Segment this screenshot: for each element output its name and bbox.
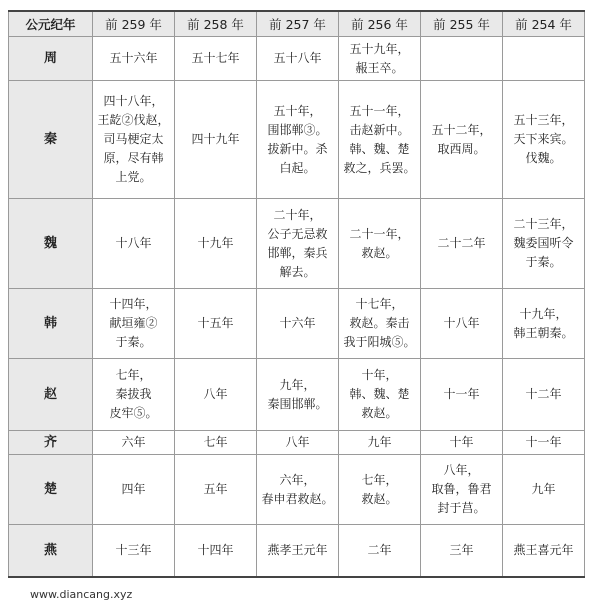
table-cell: 九年 <box>503 455 585 525</box>
table-cell: 四十九年 <box>175 81 257 199</box>
table-cell <box>421 37 503 81</box>
table-cell: 燕王喜元年 <box>503 525 585 577</box>
table-row <box>9 289 585 359</box>
table-cell: 二十一年， 救赵。 <box>339 199 421 289</box>
state-label: 齐 <box>9 431 93 455</box>
table-cell: 七年， 秦拔我 皮牢⑤。 <box>93 359 175 431</box>
table-cell: 二年 <box>339 525 421 577</box>
table-cell: 十七年， 救赵。秦击 我于阳城⑤。 <box>339 289 421 359</box>
state-label: 秦 <box>9 81 93 199</box>
table-cell: 十三年 <box>93 525 175 577</box>
table-cell: 十一年 <box>421 359 503 431</box>
table-row <box>9 37 585 81</box>
watermark-text: www.diancang.xyz <box>30 588 133 601</box>
state-label: 韩 <box>9 289 93 359</box>
state-label: 周 <box>9 37 93 81</box>
year-header: 前 254 年 <box>503 11 585 37</box>
header-corner: 公元纪年 <box>9 11 93 37</box>
year-header: 前 259 年 <box>93 11 175 37</box>
table-cell: 六年 <box>93 431 175 455</box>
table-cell: 十六年 <box>257 289 339 359</box>
table-cell: 五十八年 <box>257 37 339 81</box>
table-cell: 十八年 <box>421 289 503 359</box>
table-cell: 五十二年， 取西周。 <box>421 81 503 199</box>
year-header: 前 255 年 <box>421 11 503 37</box>
table-cell: 七年， 救赵。 <box>339 455 421 525</box>
table-cell: 二十二年 <box>421 199 503 289</box>
table-row <box>9 455 585 525</box>
table-cell: 五十六年 <box>93 37 175 81</box>
table-cell: 四十八年， 王龁②伐赵， 司马梗定太 原，尽有韩 上党。 <box>93 81 175 199</box>
table-header <box>9 11 585 37</box>
table-cell: 燕孝王元年 <box>257 525 339 577</box>
table-cell <box>503 37 585 81</box>
table-row <box>9 359 585 431</box>
table-cell: 二十三年， 魏委国听令 于秦。 <box>503 199 585 289</box>
table-cell: 八年 <box>257 431 339 455</box>
year-header: 前 257 年 <box>257 11 339 37</box>
table-cell: 十一年 <box>503 431 585 455</box>
table-row <box>9 81 585 199</box>
table-cell: 五十七年 <box>175 37 257 81</box>
table-cell: 九年 <box>339 431 421 455</box>
table-cell: 六年， 春申君救赵。 <box>257 455 339 525</box>
table-row <box>9 431 585 455</box>
table-cell: 十八年 <box>93 199 175 289</box>
state-label: 楚 <box>9 455 93 525</box>
table-cell: 十九年 <box>175 199 257 289</box>
year-header: 前 256 年 <box>339 11 421 37</box>
table-cell: 八年 <box>175 359 257 431</box>
table-cell: 十年， 韩、魏、楚 救赵。 <box>339 359 421 431</box>
table-row <box>9 525 585 577</box>
table-cell: 八年， 取鲁，鲁君 封于莒。 <box>421 455 503 525</box>
table-cell: 十九年， 韩王朝秦。 <box>503 289 585 359</box>
table-cell: 三年 <box>421 525 503 577</box>
table-cell: 七年 <box>175 431 257 455</box>
table-row <box>9 199 585 289</box>
header-row <box>9 11 585 37</box>
chronology-table <box>8 10 585 578</box>
table-cell: 五年 <box>175 455 257 525</box>
table-cell: 五十九年， 赧王卒。 <box>339 37 421 81</box>
year-header: 前 258 年 <box>175 11 257 37</box>
table-cell: 五十一年， 击赵新中。 韩、魏、楚 救之，兵罢。 <box>339 81 421 199</box>
table-cell: 九年， 秦围邯郸。 <box>257 359 339 431</box>
table-cell: 十二年 <box>503 359 585 431</box>
table-cell: 十年 <box>421 431 503 455</box>
table-cell: 十四年 <box>175 525 257 577</box>
table-cell: 二十年， 公子无忌救 邯郸，秦兵 解去。 <box>257 199 339 289</box>
state-label: 赵 <box>9 359 93 431</box>
state-label: 魏 <box>9 199 93 289</box>
state-label: 燕 <box>9 525 93 577</box>
table-cell: 十五年 <box>175 289 257 359</box>
table-body <box>9 37 585 577</box>
table-cell: 五十三年， 天下来宾。 伐魏。 <box>503 81 585 199</box>
table-cell: 四年 <box>93 455 175 525</box>
table-cell: 五十年， 围邯郸③。 拔新中。杀 白起。 <box>257 81 339 199</box>
table-cell: 十四年， 献垣雍② 于秦。 <box>93 289 175 359</box>
